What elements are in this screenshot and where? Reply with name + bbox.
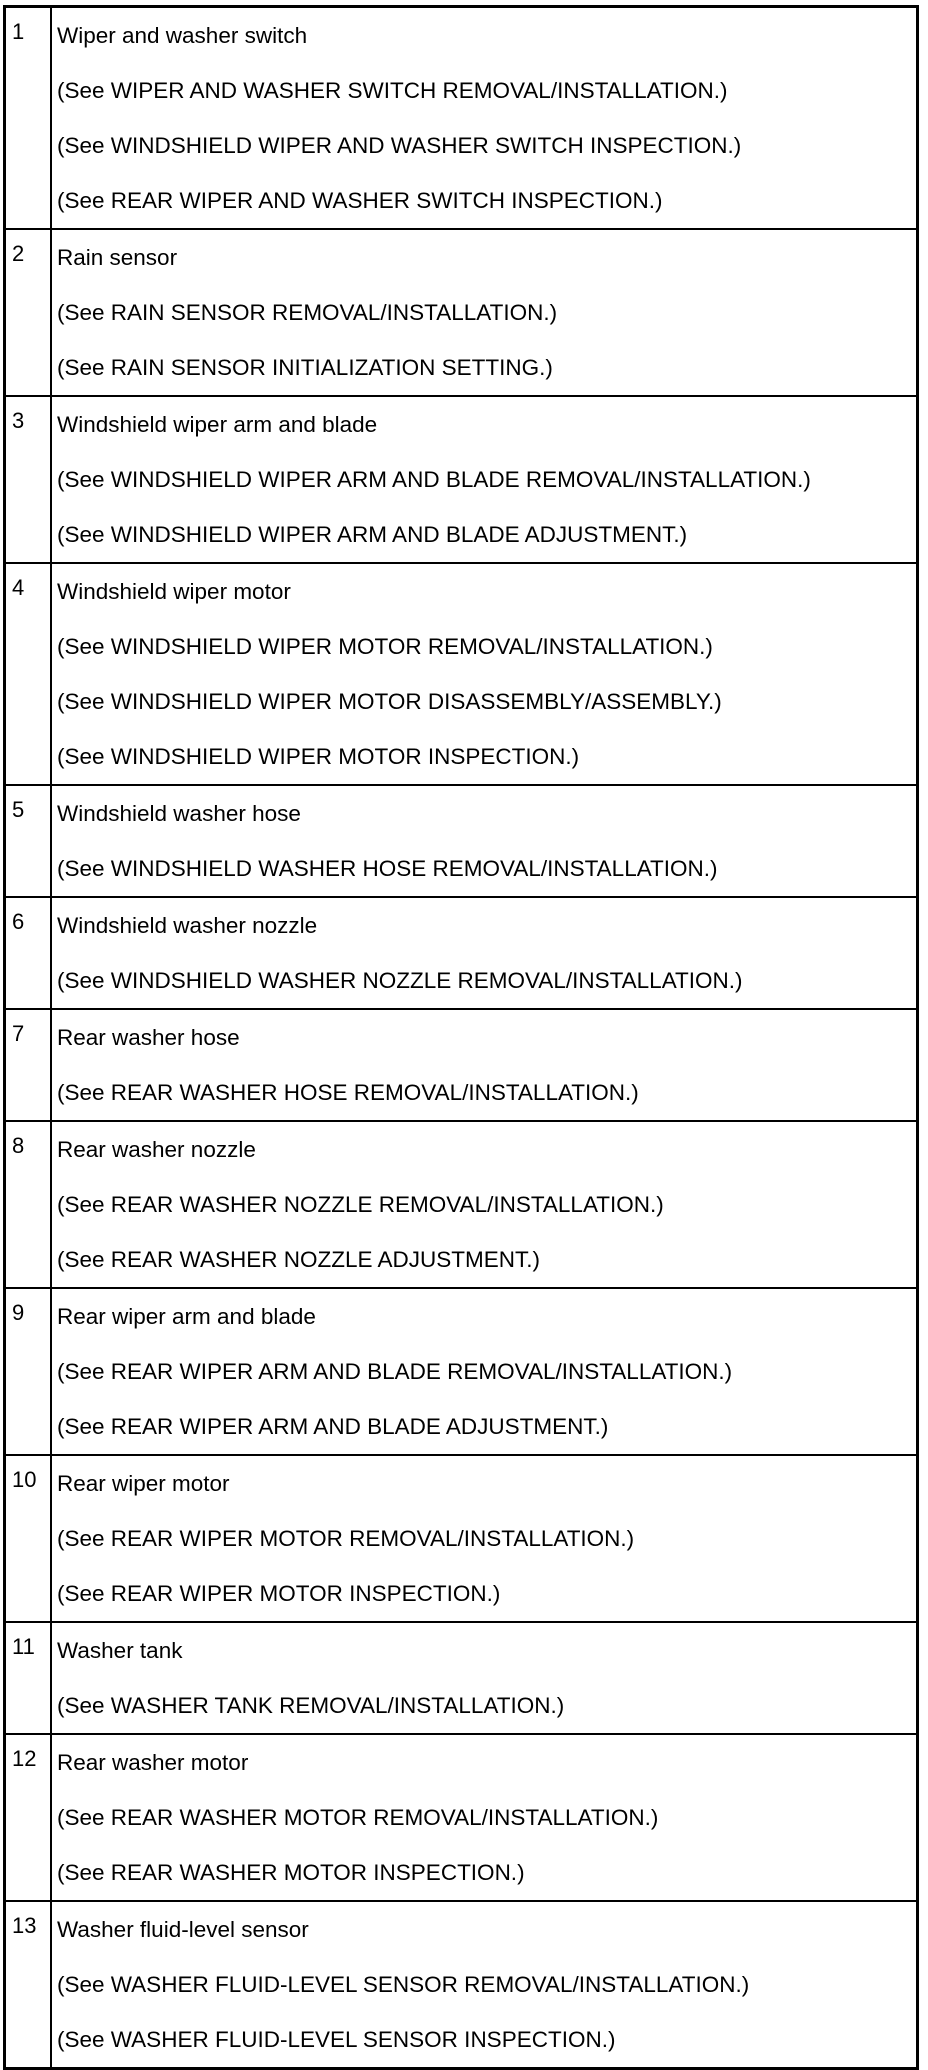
table-row bbox=[5, 1734, 918, 1901]
procedure-reference: (See RAIN SENSOR INITIALIZATION SETTING.) bbox=[57, 355, 553, 380]
component-name: Washer tank bbox=[57, 1638, 183, 1663]
row-content bbox=[51, 1734, 918, 1901]
row-content bbox=[51, 396, 918, 563]
procedure-reference: (See WINDSHIELD WIPER ARM AND BLADE REMOVAL/INSTALLATION.) bbox=[57, 467, 811, 492]
table-row bbox=[5, 1121, 918, 1288]
procedure-reference: (See REAR WIPER MOTOR REMOVAL/INSTALLATION.) bbox=[57, 1526, 635, 1551]
row-content bbox=[51, 1009, 918, 1121]
row-content bbox=[51, 563, 918, 785]
procedure-reference: (See REAR WIPER ARM AND BLADE ADJUSTMENT.) bbox=[57, 1414, 609, 1439]
row-content bbox=[51, 1622, 918, 1734]
row-number: 7 bbox=[5, 1009, 52, 1121]
table-row bbox=[5, 897, 918, 1009]
procedure-reference: (See REAR WIPER AND WASHER SWITCH INSPECTION.) bbox=[57, 188, 663, 213]
row-number: 2 bbox=[5, 229, 52, 396]
procedure-reference: (See WINDSHIELD WIPER MOTOR INSPECTION.) bbox=[57, 744, 580, 769]
row-content bbox=[51, 897, 918, 1009]
procedure-reference: (See WINDSHIELD WIPER MOTOR REMOVAL/INSTALLATION.) bbox=[57, 634, 713, 659]
row-number: 9 bbox=[5, 1288, 52, 1455]
procedure-reference: (See WINDSHIELD WASHER HOSE REMOVAL/INSTALLATION.) bbox=[57, 856, 718, 881]
procedure-reference: (See WASHER FLUID-LEVEL SENSOR INSPECTION.) bbox=[57, 2027, 616, 2052]
table-row bbox=[5, 1622, 918, 1734]
row-content bbox=[51, 1901, 918, 2069]
row-number: 1 bbox=[5, 7, 52, 230]
row-content bbox=[51, 7, 918, 230]
procedure-reference: (See WINDSHIELD WASHER NOZZLE REMOVAL/INSTALLATION.) bbox=[57, 968, 743, 993]
component-name: Rear wiper motor bbox=[57, 1471, 230, 1496]
component-name: Windshield washer hose bbox=[57, 801, 301, 826]
row-number: 11 bbox=[5, 1622, 52, 1734]
row-number: 6 bbox=[5, 897, 52, 1009]
component-name: Windshield wiper motor bbox=[57, 579, 291, 604]
component-name: Rain sensor bbox=[57, 245, 178, 270]
row-number: 4 bbox=[5, 563, 52, 785]
component-name: Rear washer nozzle bbox=[57, 1137, 256, 1162]
row-content bbox=[51, 1455, 918, 1622]
row-number: 12 bbox=[5, 1734, 52, 1901]
procedure-reference: (See REAR WIPER ARM AND BLADE REMOVAL/INSTALLATION.) bbox=[57, 1359, 733, 1384]
component-name: Wiper and washer switch bbox=[57, 23, 308, 48]
component-table-body bbox=[5, 7, 918, 2069]
table-row bbox=[5, 1901, 918, 2069]
procedure-reference: (See WASHER FLUID-LEVEL SENSOR REMOVAL/INSTALLATION.) bbox=[57, 1972, 750, 1997]
component-name: Rear washer hose bbox=[57, 1025, 240, 1050]
row-number: 5 bbox=[5, 785, 52, 897]
row-number: 13 bbox=[5, 1901, 52, 2069]
procedure-reference: (See REAR WASHER NOZZLE ADJUSTMENT.) bbox=[57, 1247, 540, 1272]
procedure-reference: (See REAR WASHER HOSE REMOVAL/INSTALLATION.) bbox=[57, 1080, 639, 1105]
row-number: 3 bbox=[5, 396, 52, 563]
row-number: 8 bbox=[5, 1121, 52, 1288]
component-name: Windshield wiper arm and blade bbox=[57, 412, 378, 437]
procedure-reference: (See REAR WASHER NOZZLE REMOVAL/INSTALLATION.) bbox=[57, 1192, 664, 1217]
table-row bbox=[5, 7, 918, 230]
procedure-reference: (See REAR WASHER MOTOR REMOVAL/INSTALLATION.) bbox=[57, 1805, 659, 1830]
table-row bbox=[5, 563, 918, 785]
row-number: 10 bbox=[5, 1455, 52, 1622]
table-row bbox=[5, 1455, 918, 1622]
row-content bbox=[51, 229, 918, 396]
table-row bbox=[5, 1288, 918, 1455]
table-row bbox=[5, 1009, 918, 1121]
table-row bbox=[5, 396, 918, 563]
component-name: Washer fluid-level sensor bbox=[57, 1917, 309, 1942]
row-content bbox=[51, 1288, 918, 1455]
component-name: Windshield washer nozzle bbox=[57, 913, 318, 938]
procedure-reference: (See WIPER AND WASHER SWITCH REMOVAL/INSTALLATION.) bbox=[57, 78, 728, 103]
component-table bbox=[3, 5, 919, 2070]
procedure-reference: (See REAR WASHER MOTOR INSPECTION.) bbox=[57, 1860, 525, 1885]
procedure-reference: (See WINDSHIELD WIPER ARM AND BLADE ADJUSTMENT.) bbox=[57, 522, 688, 547]
row-content bbox=[51, 785, 918, 897]
procedure-reference: (See WASHER TANK REMOVAL/INSTALLATION.) bbox=[57, 1693, 565, 1718]
procedure-reference: (See WINDSHIELD WIPER MOTOR DISASSEMBLY/ASSEMBLY.) bbox=[57, 689, 722, 714]
component-name: Rear wiper arm and blade bbox=[57, 1304, 316, 1329]
table-row bbox=[5, 229, 918, 396]
table-row bbox=[5, 785, 918, 897]
procedure-reference: (See WINDSHIELD WIPER AND WASHER SWITCH INSPECTION.) bbox=[57, 133, 742, 158]
procedure-reference: (See RAIN SENSOR REMOVAL/INSTALLATION.) bbox=[57, 300, 558, 325]
procedure-reference: (See REAR WIPER MOTOR INSPECTION.) bbox=[57, 1581, 501, 1606]
component-name: Rear washer motor bbox=[57, 1750, 249, 1775]
row-content bbox=[51, 1121, 918, 1288]
